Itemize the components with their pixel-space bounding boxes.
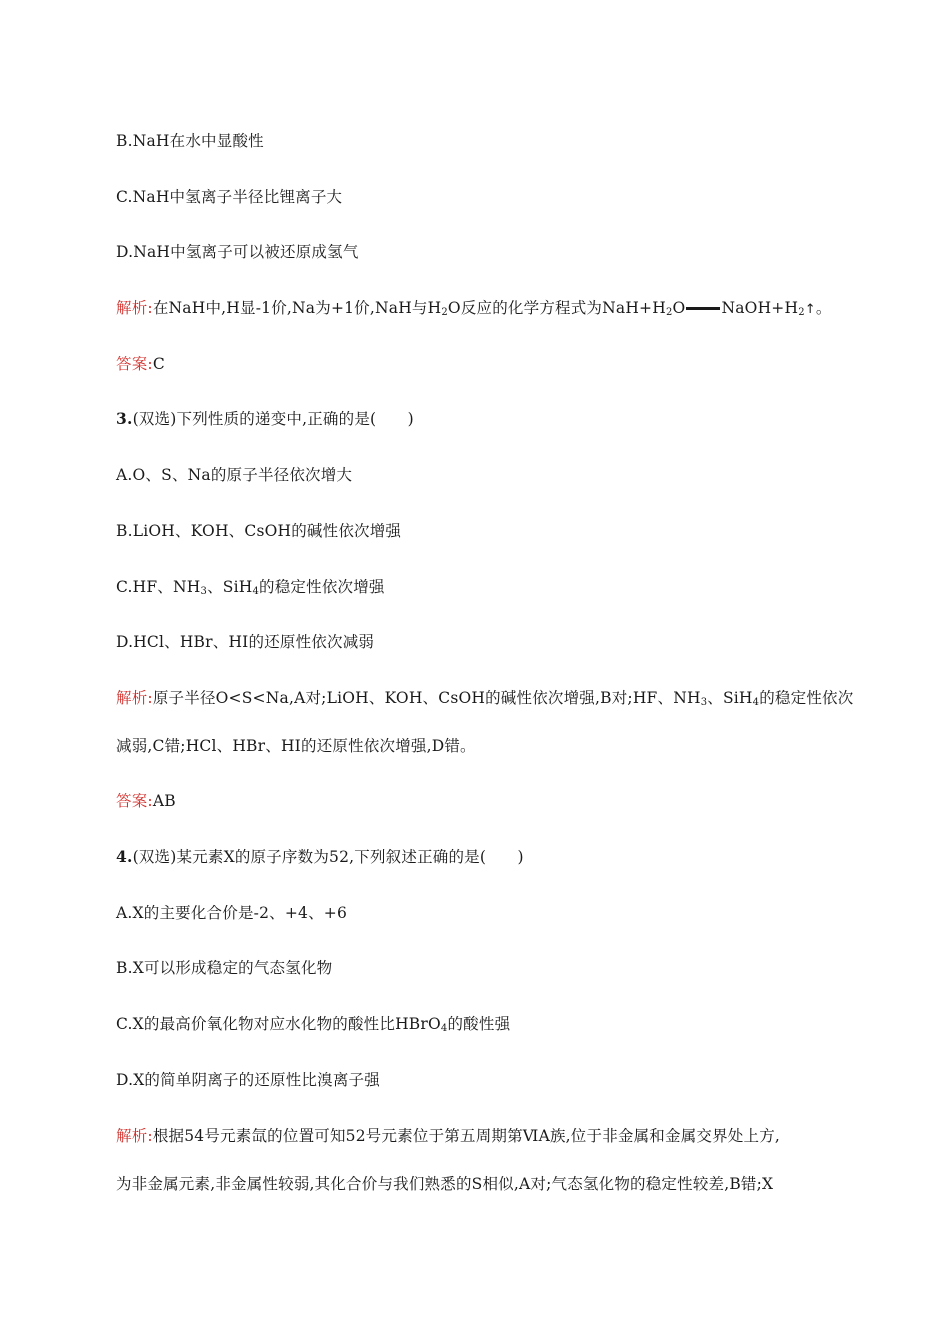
analysis-text: 。 <box>815 299 832 317</box>
q4-option-b: B.X可以形成稳定的气态氢化物 <box>116 959 333 977</box>
q3-option-a: A.O、S、Na的原子半径依次增大 <box>116 466 353 484</box>
q2-answer <box>116 354 165 374</box>
analysis-text: O <box>672 299 686 317</box>
question-stem: (双选)下列性质的递变中,正确的是( ) <box>132 410 414 428</box>
analysis-separator: : <box>147 299 153 317</box>
option-text: 的酸性强 <box>447 1015 511 1033</box>
answer-label: 答案 <box>116 355 148 373</box>
answer-label: 答案 <box>116 792 148 810</box>
analysis-separator: : <box>147 689 153 707</box>
q4-analysis-line2: 为非金属元素,非金属性较弱,其化合价与我们熟悉的S相似,A对;气态氢化物的稳定性较差,B错;X <box>116 1175 774 1193</box>
subscript: 3 <box>700 697 708 708</box>
analysis-text: 根据54号元素氙的位置可知52号元素位于第五周期第ⅥA族,位于非金属和金属交界处上方, <box>152 1127 781 1145</box>
analysis-text: 在NaH中,H显-1价,Na为+1价,NaH与H <box>152 299 442 317</box>
option-text: C.HF、NH <box>116 578 201 596</box>
q2-option-c: C.NaH中氢离子半径比锂离子大 <box>116 188 343 206</box>
analysis-text: NaOH+H <box>721 299 799 317</box>
q2-option-d: D.NaH中氢离子可以被还原成氢气 <box>116 243 359 261</box>
q4-analysis-line1 <box>116 1126 780 1146</box>
q3-option-b: B.LiOH、KOH、CsOH的碱性依次增强 <box>116 522 402 540</box>
q4-option-a: A.X的主要化合价是-2、+4、+6 <box>116 904 348 922</box>
subscript: 2 <box>665 307 673 318</box>
answer-value: AB <box>152 792 176 810</box>
equals-sign <box>686 307 720 310</box>
question-number: 4. <box>116 847 133 866</box>
q3-analysis-line1 <box>116 688 853 708</box>
q4-stem <box>116 847 524 867</box>
analysis-separator: : <box>147 1127 153 1145</box>
q3-analysis-line2: 减弱,C错;HCl、HBr、HI的还原性依次增强,D错。 <box>116 737 476 755</box>
option-text: 、SiH <box>207 578 253 596</box>
analysis-text: 、SiH <box>707 689 753 707</box>
answer-value: C <box>152 355 165 373</box>
answer-separator: : <box>147 792 153 810</box>
q3-stem <box>116 409 414 429</box>
q2-analysis <box>116 298 832 320</box>
question-stem: (双选)某元素X的原子序数为52,下列叙述正确的是( ) <box>132 848 524 866</box>
subscript: 2 <box>441 307 448 318</box>
analysis-label: 解析 <box>116 689 148 707</box>
subscript: 4 <box>252 586 260 597</box>
q3-option-c <box>116 577 385 597</box>
question-number: 3. <box>116 409 133 428</box>
q4-option-d: D.X的简单阴离子的还原性比溴离子强 <box>116 1071 380 1089</box>
option-text: 的稳定性依次增强 <box>259 578 385 596</box>
analysis-text: O反应的化学方程式为NaH+H <box>447 299 666 317</box>
option-text: C.X的最高价氧化物对应水化物的酸性比HBrO <box>116 1015 441 1033</box>
analysis-label: 解析 <box>116 299 148 317</box>
up-arrow-icon: ↑ <box>804 302 816 317</box>
subscript: 3 <box>200 586 208 597</box>
q3-option-d: D.HCl、HBr、HI的还原性依次减弱 <box>116 633 375 651</box>
q2-option-b: B.NaH在水中显酸性 <box>116 132 264 150</box>
analysis-text: 的稳定性依次 <box>759 689 854 707</box>
subscript: 4 <box>752 697 760 708</box>
analysis-text: 原子半径O<S<Na,A对;LiOH、KOH、CsOH的碱性依次增强,B对;HF、NH <box>152 689 701 707</box>
analysis-label: 解析 <box>116 1127 148 1145</box>
subscript: 4 <box>440 1023 448 1034</box>
q4-option-c <box>116 1014 510 1034</box>
answer-separator: : <box>147 355 153 373</box>
subscript: 2 <box>798 307 805 318</box>
q3-answer <box>116 791 176 811</box>
